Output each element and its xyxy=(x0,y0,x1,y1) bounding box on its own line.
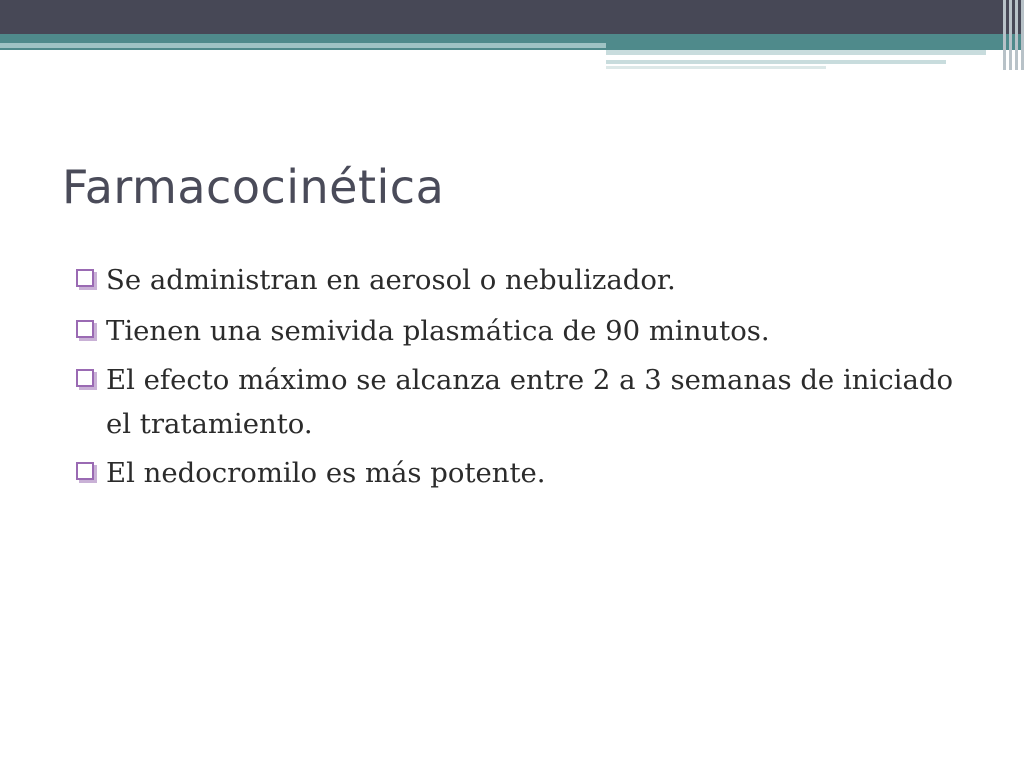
bullet-list xyxy=(76,256,976,500)
bullet-item xyxy=(76,256,976,304)
slide-title: Farmacocinética xyxy=(62,160,445,214)
header-step-line xyxy=(606,50,986,55)
hollow-square-bullet-icon xyxy=(76,369,94,387)
hollow-square-bullet-icon xyxy=(76,462,94,480)
header-step-line xyxy=(606,60,946,64)
header-dark-band xyxy=(0,0,1024,34)
header-step-line xyxy=(606,66,826,69)
bullet-text: Tienen una semivida plasmática de 90 minutos. xyxy=(106,315,770,347)
hollow-square-bullet-icon xyxy=(76,269,94,287)
bullet-item xyxy=(76,358,976,446)
bullet-text: Se administran en aerosol o nebulizador. xyxy=(106,264,676,296)
corner-stripe xyxy=(1009,0,1012,70)
corner-stripes xyxy=(994,0,1024,70)
bullet-item xyxy=(76,449,976,497)
bullet-text: El efecto máximo se alcanza entre 2 a 3 semanas de iniciado el tratamiento. xyxy=(106,364,953,440)
header-teal-highlight xyxy=(0,43,606,48)
bullet-text: El nedocromilo es más potente. xyxy=(106,457,546,489)
hollow-square-bullet-icon xyxy=(76,320,94,338)
bullet-item xyxy=(76,307,976,355)
corner-stripe xyxy=(1015,0,1018,70)
corner-stripe xyxy=(1003,0,1006,70)
